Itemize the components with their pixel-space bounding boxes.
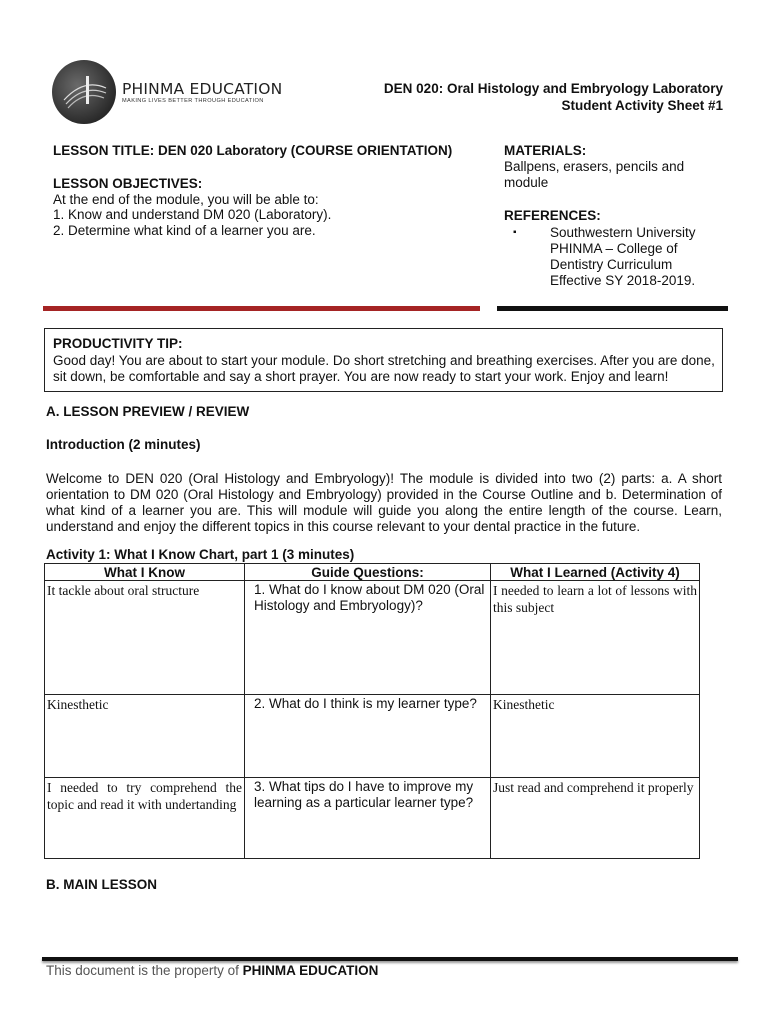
brand-name: PHINMA EDUCATION	[122, 80, 283, 98]
objectives-intro: At the end of the module, you will be able to:	[53, 191, 319, 207]
guide-question-cell: 3. What tips do I have to improve my learning as a particular learner type?	[245, 778, 491, 859]
introduction-text: Welcome to DEN 020 (Oral Histology and Embryology)! The module is divided into two (2) parts: a. A short orientation to DM 020 (Oral Histology and Embryology) provided in the Course Outline and b. Determination of what kind of a learner you are. This will module will guide you along the entire length of the course. Learn, understand and enjoy the different topics in this course relevant to your dental practice in the future.	[46, 471, 722, 534]
objective-item: 1. Know and understand DM 020 (Laboratory).	[53, 207, 332, 222]
section-a-heading: A. LESSON PREVIEW / REVIEW	[46, 404, 250, 419]
course-title: DEN 020: Oral Histology and Embryology Laboratory	[383, 81, 723, 96]
what-i-learned-cell[interactable]: I needed to learn a lot of lessons with this subject	[491, 581, 700, 695]
tip-text: Good day! You are about to start your module. Do short stretching and breathing exercises. After you are done, sit down, be comfortable and say a short prayer. You are now ready to start your work. Enjoy and learn!	[53, 353, 715, 384]
objectives-heading: LESSON OBJECTIVES:	[53, 176, 203, 191]
guide-question-cell: 1. What do I know about DM 020 (Oral Histology and Embryology)?	[245, 581, 491, 695]
what-i-learned-cell[interactable]: Just read and comprehend it properly	[491, 778, 700, 859]
footer	[46, 963, 378, 978]
divider-black	[497, 306, 728, 311]
lesson-objectives	[53, 176, 331, 238]
tip-heading: PRODUCTIVITY TIP:	[53, 336, 183, 351]
objective-item: 2. Determine what kind of a learner you are.	[53, 222, 316, 238]
table-row	[45, 581, 700, 695]
materials-heading: MATERIALS:	[504, 143, 587, 158]
section-b-heading: B. MAIN LESSON	[46, 877, 158, 892]
table-header-row	[45, 564, 700, 581]
references-list	[513, 225, 723, 289]
what-i-know-cell[interactable]: It tackle about oral structure	[45, 581, 245, 695]
activity-1-heading: Activity 1: What I Know Chart, part 1 (3 minutes)	[46, 547, 355, 562]
what-i-know-cell[interactable]: I needed to try comprehend the topic and read it with undertanding	[45, 778, 245, 859]
bullet-icon: ▪	[513, 227, 517, 238]
footer-rule	[42, 957, 738, 961]
brand-tagline: MAKING LIVES BETTER THROUGH EDUCATION	[122, 98, 264, 104]
materials-block	[504, 143, 729, 191]
guide-question-cell: 2. What do I think is my learner type?	[245, 695, 491, 778]
materials-text: Ballpens, erasers, pencils and module	[504, 159, 685, 190]
lesson-title: LESSON TITLE: DEN 020 Laboratory (COURSE ORIENTATION)	[53, 143, 453, 158]
what-i-know-chart	[44, 563, 700, 859]
column-header: What I Learned (Activity 4)	[491, 564, 700, 581]
introduction-heading: Introduction (2 minutes)	[46, 437, 201, 452]
footer-owner: PHINMA EDUCATION	[242, 963, 379, 978]
what-i-know-cell[interactable]: Kinesthetic	[45, 695, 245, 778]
table-row	[45, 778, 700, 859]
footer-prefix: This document is the property of	[46, 963, 239, 978]
what-i-learned-cell[interactable]: Kinesthetic	[491, 695, 700, 778]
document-title	[384, 80, 723, 114]
reference-item: Southwestern University PHINMA – College of Dentistry Curriculum Effective SY 2018-2019.	[550, 225, 696, 288]
references-heading: REFERENCES:	[504, 208, 601, 223]
phinma-logo-icon	[52, 60, 116, 124]
table-row	[45, 695, 700, 778]
divider-red	[43, 306, 480, 311]
column-header: Guide Questions:	[245, 564, 491, 581]
sheet-title: Student Activity Sheet #1	[561, 98, 723, 113]
column-header: What I Know	[45, 564, 245, 581]
